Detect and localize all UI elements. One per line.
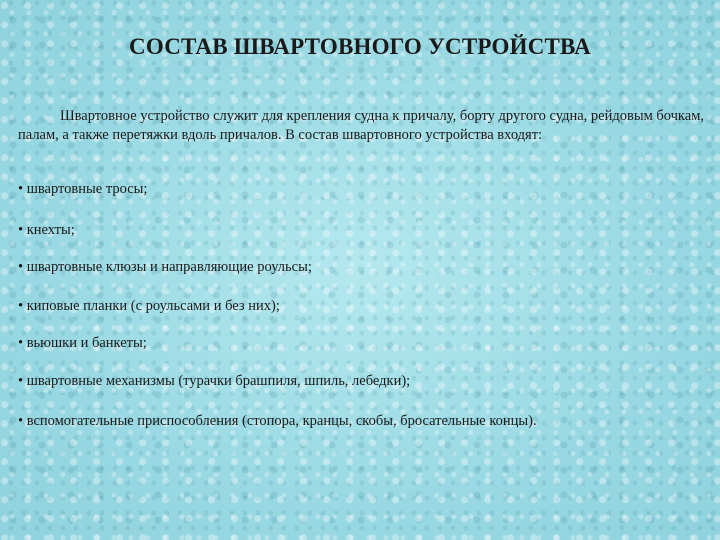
list-item: • кнехты;: [18, 222, 75, 238]
list-item: • швартовные клюзы и направляющие роульсы;: [18, 259, 312, 275]
slide-title: СОСТАВ ШВАРТОВНОГО УСТРОЙСТВА: [129, 34, 591, 59]
list-item: • вспомогательные приспособления (стопора, кранцы, скобы, бросательные концы).: [18, 413, 537, 429]
intro-paragraph: [18, 107, 708, 145]
list-item: • вьюшки и банкеты;: [18, 335, 147, 351]
intro-text: Швартовное устройство служит для крепления судна к причалу, борту другого судна, рейдовым бочкам, палам, а также перетяжки вдоль причалов. В состав швартовного устройства входят:: [18, 108, 704, 143]
list-item: • киповые планки (с роульсами и без них);: [18, 298, 280, 314]
list-item: • швартовные механизмы (турачки брашпиля, шпиль, лебедки);: [18, 373, 411, 389]
list-item: • швартовные тросы;: [18, 181, 148, 197]
